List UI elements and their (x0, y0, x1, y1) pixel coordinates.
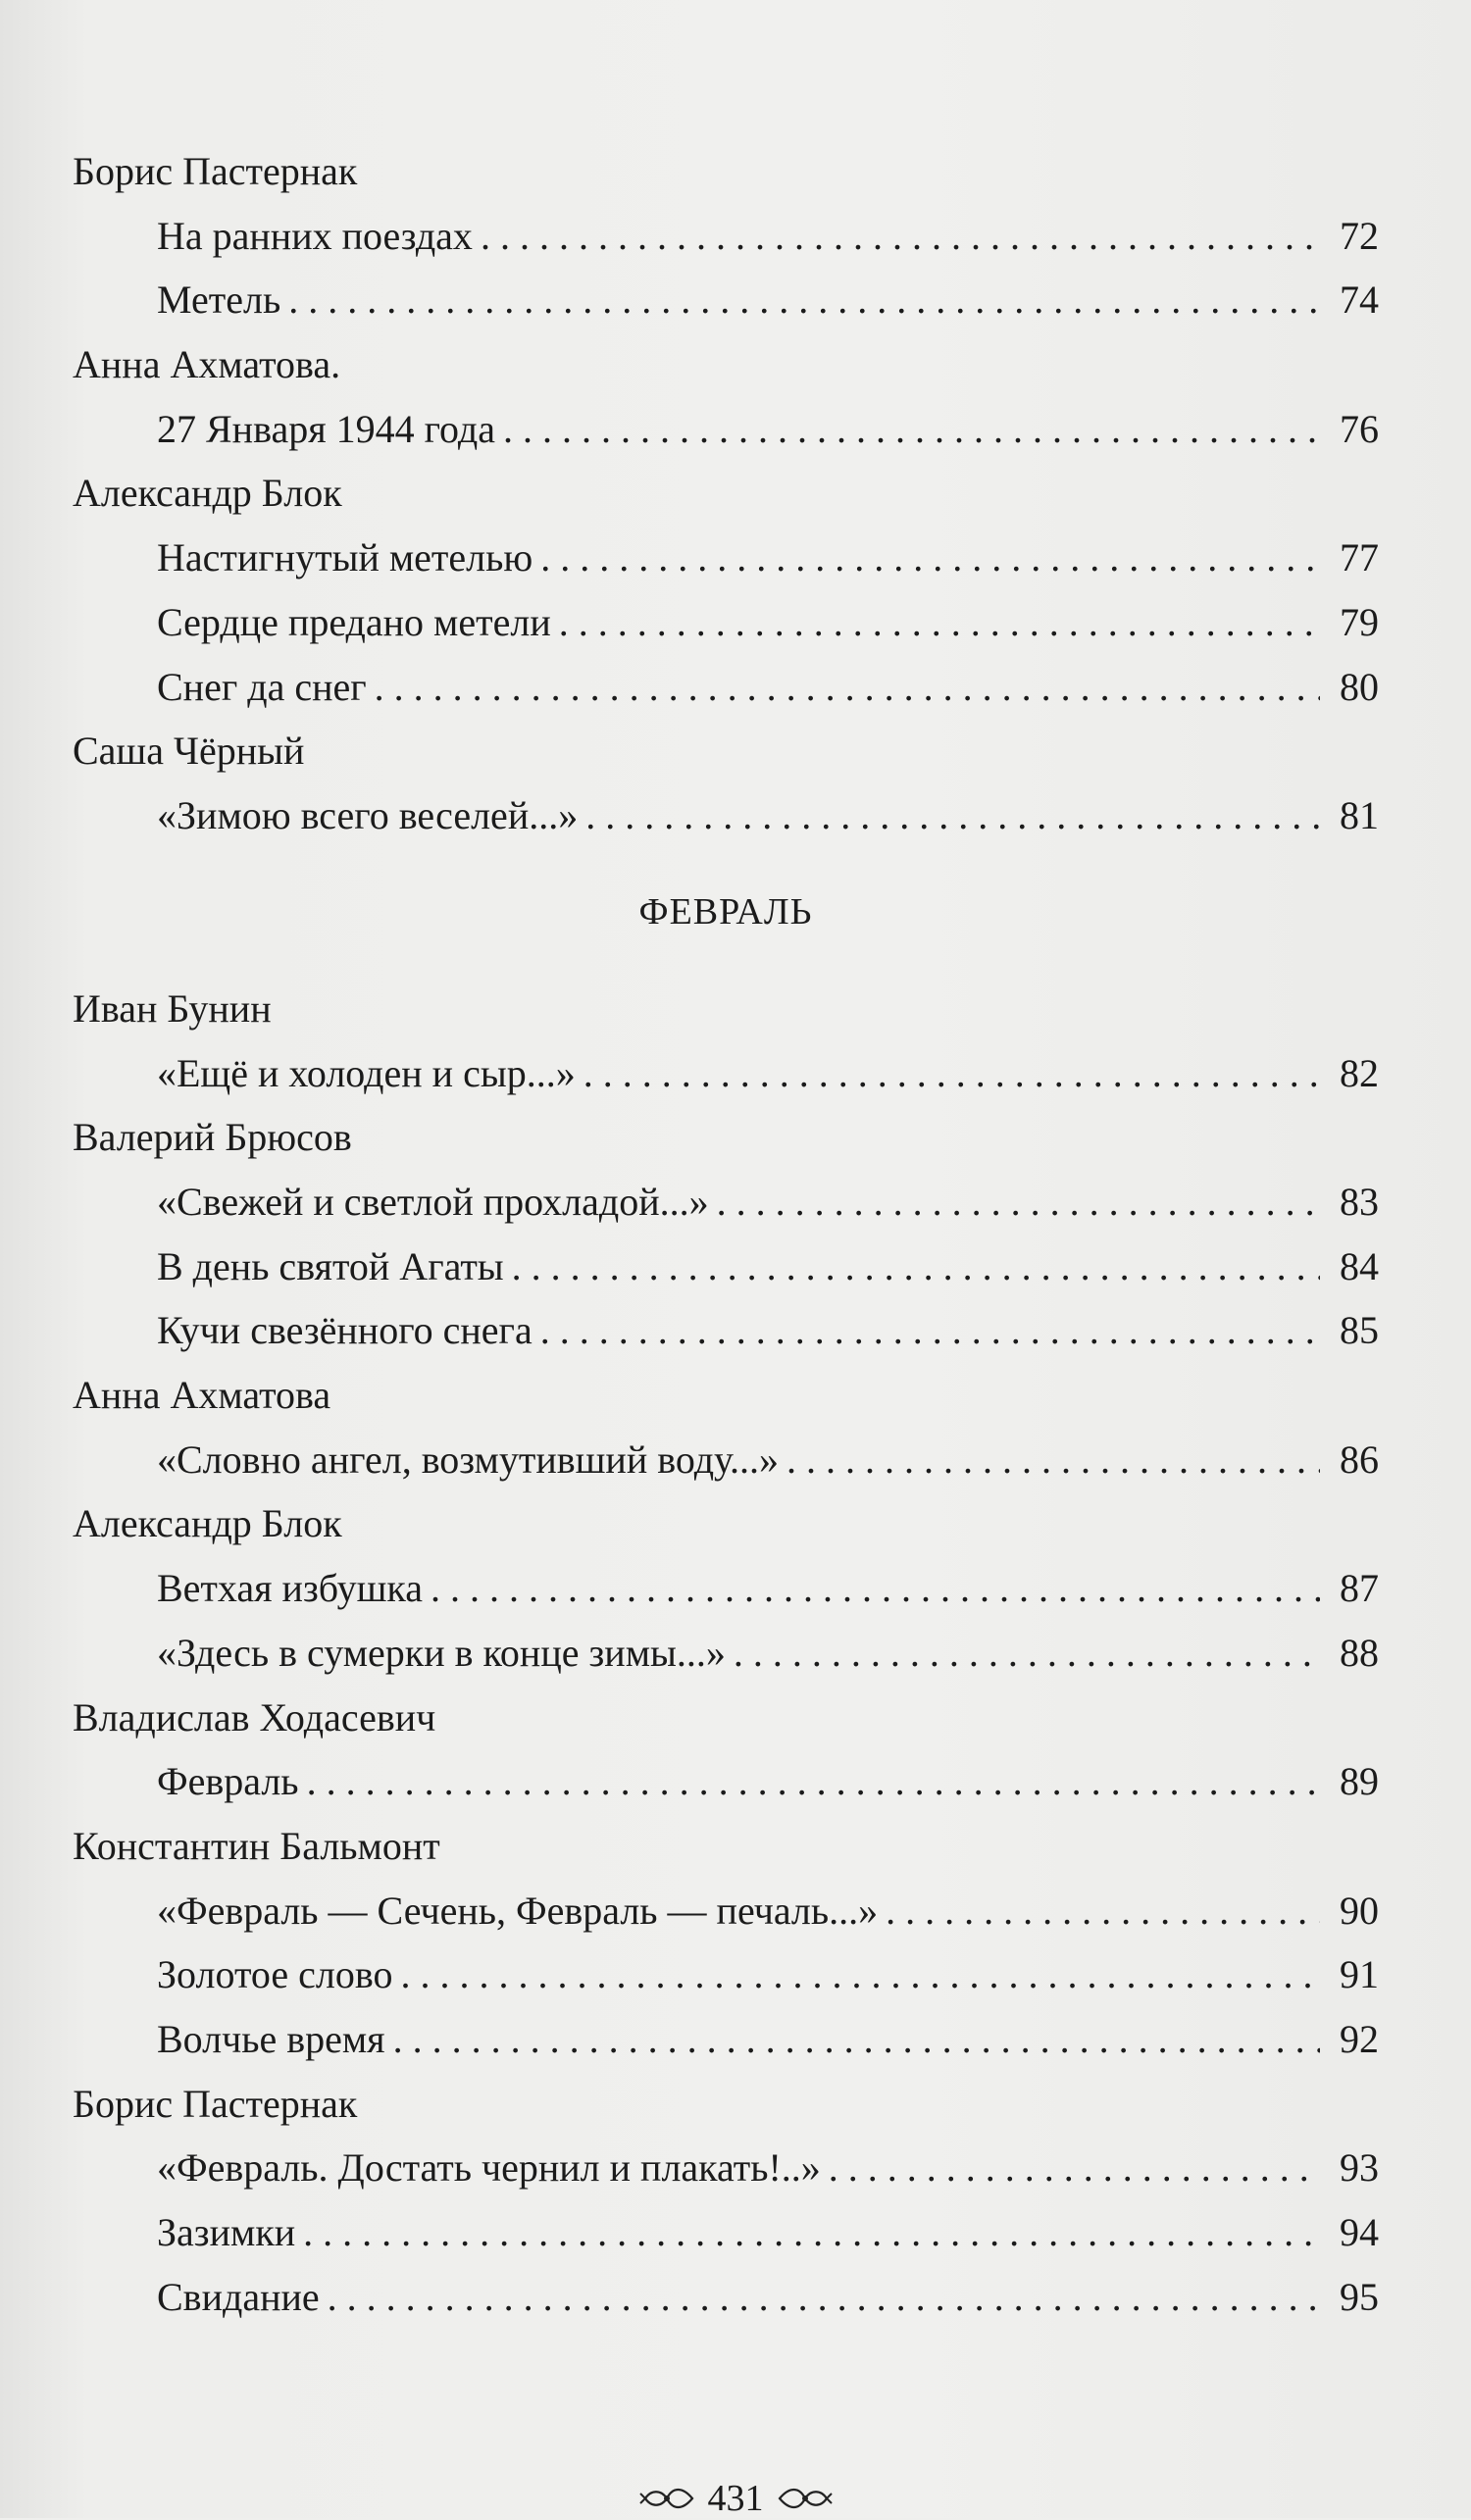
dot-leader (559, 590, 1320, 655)
toc-entry-title: «Словно ангел, возмутивший воду...» (157, 1436, 780, 1482)
dot-leader (431, 1556, 1320, 1621)
toc-entry-page: 74 (1340, 277, 1379, 323)
toc-author: Анна Ахматова (73, 1373, 331, 1418)
toc-entry-page: 81 (1340, 792, 1379, 837)
toc-entry (73, 1942, 1379, 2007)
toc-entry (73, 1235, 1379, 1299)
toc-entry-title: «Февраль. Достать чернил и плакать!..» (157, 2145, 821, 2191)
toc-entry (73, 526, 1379, 590)
toc-entry (73, 1170, 1379, 1235)
toc-entry-title: Золотое слово (157, 1952, 393, 1997)
toc-author: Борис Пастернак (73, 149, 358, 193)
toc-entry (73, 1041, 1379, 1106)
dot-leader (481, 204, 1320, 269)
page-number: 431 (707, 2478, 764, 2519)
toc-entry (73, 204, 1379, 269)
toc-author: Константин Бальмонт (73, 1823, 440, 1868)
toc-entry-title: «Зимою всего веселей...» (157, 792, 579, 837)
toc-entry (73, 2007, 1379, 2072)
dot-leader (503, 397, 1320, 462)
toc-entry (73, 1428, 1379, 1492)
toc-entry-title: Снег да снег (157, 664, 367, 709)
toc-entry-title: Сердце предано метели (157, 599, 551, 644)
toc-entry-page: 83 (1340, 1180, 1379, 1225)
dot-leader (829, 2136, 1320, 2200)
dot-leader (288, 268, 1320, 332)
toc-entry-title: Ветхая избушка (157, 1566, 423, 1611)
toc-entry (73, 1621, 1379, 1686)
dot-leader (583, 1041, 1320, 1106)
toc-entry-title: На ранних поездах (157, 213, 473, 258)
dot-leader (886, 1879, 1320, 1943)
toc-entry-page: 84 (1340, 1243, 1379, 1288)
toc-entry-page: 90 (1340, 1888, 1379, 1933)
toc-entry-title: «Февраль — Сечень, Февраль — печаль...» (157, 1888, 879, 1933)
toc-entry-page: 79 (1340, 599, 1379, 644)
toc-entry-title: 27 Января 1944 года (157, 406, 495, 451)
dot-leader (400, 1942, 1320, 2007)
toc-entry (73, 783, 1379, 848)
table-of-contents (73, 139, 1379, 2329)
toc-entry-title: Метель (157, 277, 281, 323)
toc-entry (73, 2265, 1379, 2330)
toc-author: Саша Чёрный (73, 729, 305, 774)
dot-leader (585, 783, 1320, 848)
toc-entry-page: 72 (1340, 213, 1379, 258)
toc-entry-page: 89 (1340, 1759, 1379, 1804)
toc-entry-page: 95 (1340, 2274, 1379, 2319)
toc-entry-title: Настигнутый метелью (157, 535, 533, 580)
toc-entry-page: 87 (1340, 1566, 1379, 1611)
toc-entry (73, 1556, 1379, 1621)
section-heading: ФЕВРАЛЬ (638, 890, 813, 932)
toc-author: Валерий Брюсов (73, 1115, 352, 1160)
toc-entry-page: 94 (1340, 2210, 1379, 2255)
toc-entry (73, 1749, 1379, 1814)
toc-entry (73, 2200, 1379, 2265)
floral-ornament-right-icon (778, 2482, 833, 2515)
toc-entry-page: 82 (1340, 1050, 1379, 1095)
toc-entry-page: 91 (1340, 1952, 1379, 1997)
toc-author: Борис Пастернак (73, 2081, 358, 2126)
toc-entry-page: 86 (1340, 1436, 1379, 1482)
dot-leader (375, 655, 1320, 720)
dot-leader (540, 1298, 1320, 1363)
dot-leader (328, 2265, 1320, 2330)
toc-entry (73, 397, 1379, 462)
dot-leader (393, 2007, 1320, 2072)
page-footer (0, 2479, 1471, 2518)
toc-author: Владислав Ходасевич (73, 1694, 436, 1739)
dot-leader (307, 1749, 1320, 1814)
toc-entry-title: «Ещё и холоден и сыр...» (157, 1050, 576, 1095)
dot-leader (786, 1428, 1320, 1492)
toc-entry-page: 85 (1340, 1308, 1379, 1353)
toc-entry-page: 76 (1340, 406, 1379, 451)
toc-entry-page: 92 (1340, 2016, 1379, 2061)
toc-entry-title: Зазимки (157, 2210, 296, 2255)
toc-entry (73, 2136, 1379, 2200)
toc-entry-title: Февраль (157, 1759, 299, 1804)
toc-entry (73, 590, 1379, 655)
toc-entry-title: Кучи свезённого снега (157, 1308, 533, 1353)
dot-leader (734, 1621, 1320, 1686)
toc-entry-title: «Свежей и светлой прохладой...» (157, 1180, 709, 1225)
dot-leader (303, 2200, 1320, 2265)
toc-author: Иван Бунин (73, 985, 272, 1031)
toc-entry (73, 1298, 1379, 1363)
toc-entry-page: 88 (1340, 1630, 1379, 1675)
toc-author: Анна Ахматова. (73, 342, 341, 387)
toc-entry-page: 80 (1340, 664, 1379, 709)
toc-author: Александр Блок (73, 471, 342, 516)
toc-entry (73, 655, 1379, 720)
toc-entry-page: 93 (1340, 2145, 1379, 2191)
toc-entry-page: 77 (1340, 535, 1379, 580)
dot-leader (540, 526, 1320, 590)
toc-entry (73, 1879, 1379, 1943)
dot-leader (512, 1235, 1320, 1299)
toc-entry-title: В день святой Агаты (157, 1243, 504, 1288)
toc-entry-title: Свидание (157, 2274, 320, 2319)
toc-entry-title: Волчье время (157, 2016, 385, 2061)
floral-ornament-left-icon (639, 2482, 694, 2515)
toc-author: Александр Блок (73, 1501, 342, 1546)
dot-leader (717, 1170, 1320, 1235)
toc-entry-title: «Здесь в сумерки в конце зимы...» (157, 1630, 726, 1675)
toc-entry (73, 268, 1379, 332)
